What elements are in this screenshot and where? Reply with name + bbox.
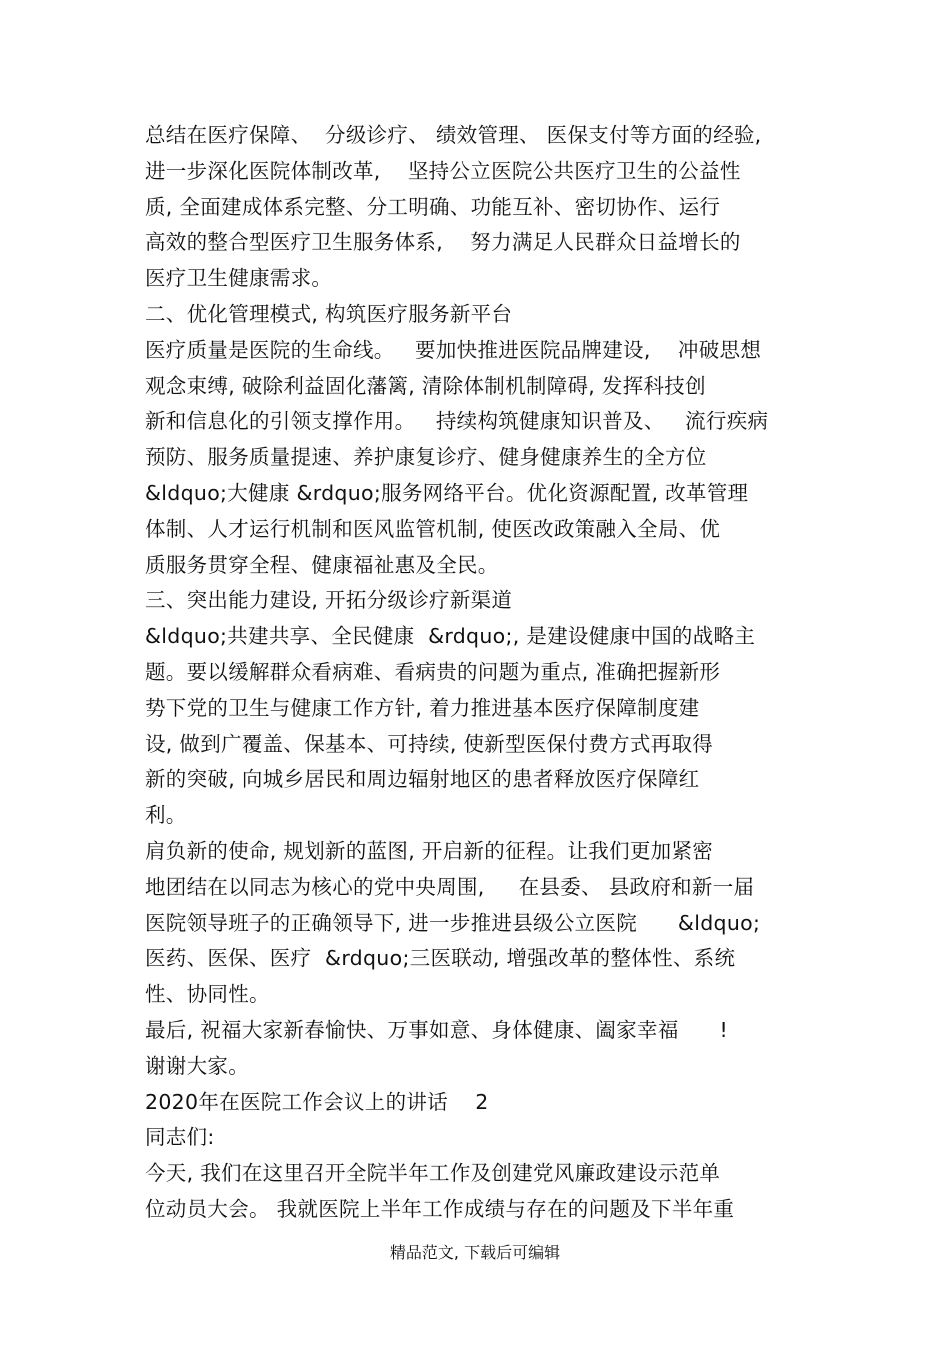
text-line: 2020年在医院工作会议上的讲话 2	[145, 1089, 489, 1114]
text-line: 三、突出能力建设, 开拓分级诊疗新渠道	[145, 588, 513, 613]
text-line: 进一步深化医院体制改革, 坚持公立医院公共医疗卫生的公益性	[145, 158, 741, 183]
text-line: 地团结在以同志为核心的党中央周围, 在县委、 县政府和新一届	[145, 874, 755, 899]
text-line: 体制、人才运行机制和医风监管机制, 使医改政策融入全局、优	[145, 516, 721, 541]
text-line: 二、优化管理模式, 构筑医疗服务新平台	[145, 301, 513, 326]
text-line: 医疗质量是医院的生命线。 要加快推进医院品牌建设, 冲破思想	[145, 337, 762, 362]
text-line: 医疗卫生健康需求。	[145, 266, 333, 291]
text-line: 肩负新的使命, 规划新的蓝图, 开启新的征程。让我们更加紧密	[145, 838, 714, 863]
text-line: 总结在医疗保障、 分级诊疗、 绩效管理、 医保支付等方面的经验,	[145, 123, 762, 147]
text-line: &ldquo;大健康 &rdquo;服务网络平台。优化资源配置, 改革管理	[145, 480, 749, 505]
text-line: 位动员大会。 我就医院上半年工作成绩与存在的问题及下半年重	[145, 1196, 735, 1221]
text-line: 观念束缚, 破除利益固化藩篱, 清除体制机制障碍, 发挥科技创	[145, 373, 706, 398]
text-line: 医药、医保、医疗 &rdquo;三医联动, 增强改革的整体性、系统	[145, 946, 736, 971]
text-line: 高效的整合型医疗卫生服务体系, 努力满足人民群众日益增长的	[145, 230, 741, 255]
text-line: 利。	[145, 803, 187, 828]
text-line: &ldquo;共建共享、全民健康 &rdquo;, 是建设健康中国的战略主	[145, 624, 756, 649]
text-line: 新的突破, 向城乡居民和周边辐射地区的患者释放医疗保障红	[145, 767, 700, 792]
text-line: 设, 做到广覆盖、保基本、可持续, 使新型医保付费方式再取得	[145, 731, 714, 756]
text-line: 预防、服务质量提速、养护康复诊疗、健身健康养生的全方位	[145, 445, 707, 470]
text-line: 势下党的卫生与健康工作方针, 着力推进基本医疗保障制度建	[145, 695, 700, 720]
document-body	[145, 118, 825, 1228]
text-line: 质服务贯穿全程、健康福祉惠及全民。	[145, 552, 499, 577]
text-line: 新和信息化的引领支撑作用。 持续构筑健康知识普及、 流行疾病	[145, 409, 769, 434]
text-line: 医院领导班子的正确领导下, 进一步推进县级公立医院 &ldquo;	[145, 910, 761, 935]
page-footer: 精品范文, 下载后可编辑	[389, 1243, 561, 1262]
text-line: 谢谢大家。	[145, 1053, 249, 1078]
text-line: 今天, 我们在这里召开全院半年工作及创建党风廉政建设示范单	[145, 1161, 721, 1186]
text-line: 同志们:	[145, 1125, 215, 1150]
text-line: 性、协同性。	[145, 982, 270, 1007]
text-line: 题。要以缓解群众看病难、看病贵的问题为重点, 准确把握新形	[145, 659, 721, 684]
text-line: 最后, 祝福大家新春愉快、万事如意、身体健康、阖家幸福 !	[145, 1017, 729, 1042]
text-line: 质, 全面建成体系完整、分工明确、功能互补、密切协作、运行	[145, 194, 721, 219]
